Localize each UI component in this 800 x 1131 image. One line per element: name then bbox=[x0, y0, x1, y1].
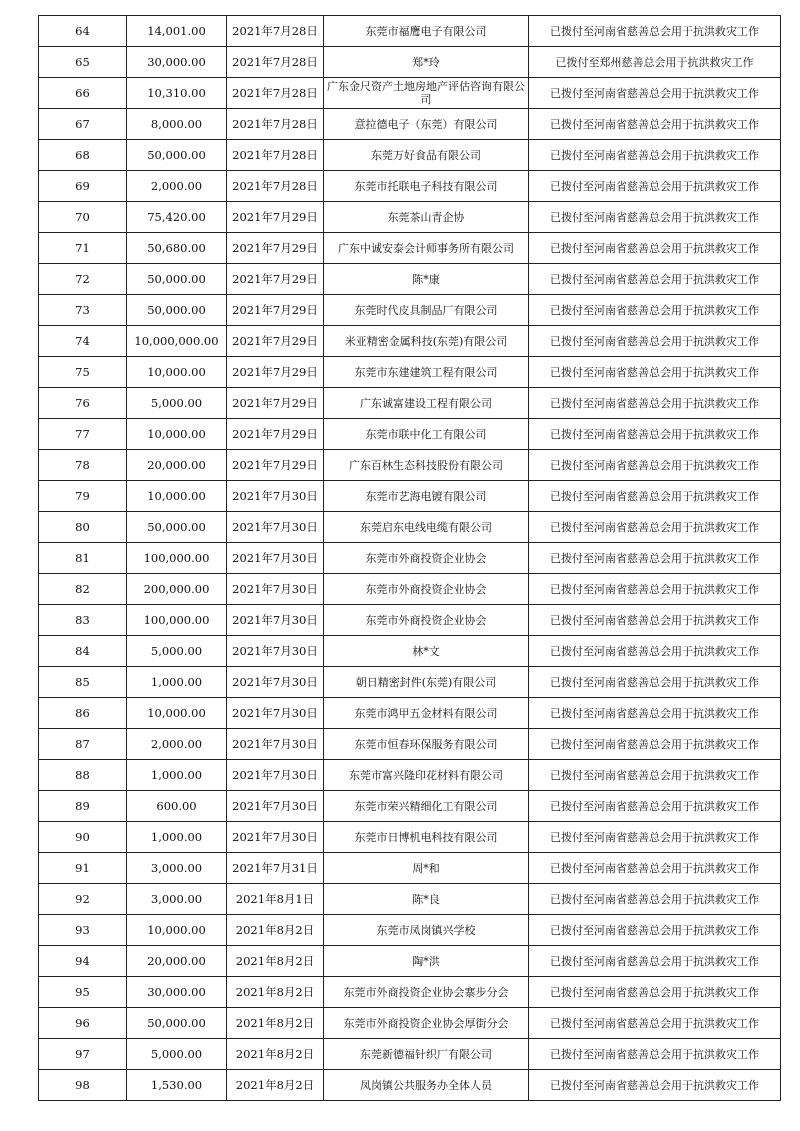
date-cell: 2021年7月29日 bbox=[227, 326, 324, 357]
donor-cell: 周*和 bbox=[324, 853, 529, 884]
purpose-cell: 已拨付至河南省慈善总会用于抗洪救灾工作 bbox=[529, 636, 781, 667]
table-row bbox=[39, 667, 781, 698]
purpose-cell: 已拨付至河南省慈善总会用于抗洪救灾工作 bbox=[529, 264, 781, 295]
date-cell: 2021年7月30日 bbox=[227, 822, 324, 853]
purpose-cell: 已拨付至河南省慈善总会用于抗洪救灾工作 bbox=[529, 388, 781, 419]
table-row bbox=[39, 729, 781, 760]
date-cell: 2021年8月2日 bbox=[227, 946, 324, 977]
donor-cell: 东莞时代皮具制品厂有限公司 bbox=[324, 295, 529, 326]
purpose-cell: 已拨付至河南省慈善总会用于抗洪救灾工作 bbox=[529, 419, 781, 450]
row-number-cell: 76 bbox=[39, 388, 127, 419]
table-row bbox=[39, 357, 781, 388]
row-number-cell: 72 bbox=[39, 264, 127, 295]
row-number-cell: 71 bbox=[39, 233, 127, 264]
amount-cell: 75,420.00 bbox=[127, 202, 227, 233]
donor-cell: 林*文 bbox=[324, 636, 529, 667]
donor-cell: 陶*洪 bbox=[324, 946, 529, 977]
row-number-cell: 66 bbox=[39, 78, 127, 109]
donor-cell: 东莞启东电线电缆有限公司 bbox=[324, 512, 529, 543]
amount-cell: 10,310.00 bbox=[127, 78, 227, 109]
amount-cell: 20,000.00 bbox=[127, 450, 227, 481]
date-cell: 2021年7月28日 bbox=[227, 78, 324, 109]
donor-cell: 东莞市外商投资企业协会 bbox=[324, 605, 529, 636]
amount-cell: 1,000.00 bbox=[127, 667, 227, 698]
row-number-cell: 65 bbox=[39, 47, 127, 78]
donor-cell: 广东百林生态科技股份有限公司 bbox=[324, 450, 529, 481]
donor-cell: 东莞市福鹰电子有限公司 bbox=[324, 16, 529, 47]
row-number-cell: 97 bbox=[39, 1039, 127, 1070]
donor-cell: 东莞市外商投资企业协会厚街分会 bbox=[324, 1008, 529, 1039]
date-cell: 2021年7月30日 bbox=[227, 512, 324, 543]
amount-cell: 100,000.00 bbox=[127, 605, 227, 636]
row-number-cell: 93 bbox=[39, 915, 127, 946]
amount-cell: 20,000.00 bbox=[127, 946, 227, 977]
purpose-cell: 已拨付至郑州慈善总会用于抗洪救灾工作 bbox=[529, 47, 781, 78]
donor-cell: 东莞市外商投资企业协会寨步分会 bbox=[324, 977, 529, 1008]
donation-table bbox=[38, 15, 781, 1101]
donor-cell: 东莞市鸿甲五金材料有限公司 bbox=[324, 698, 529, 729]
date-cell: 2021年7月30日 bbox=[227, 543, 324, 574]
date-cell: 2021年8月2日 bbox=[227, 1070, 324, 1101]
table-row bbox=[39, 636, 781, 667]
donor-cell: 东莞新德福针织厂有限公司 bbox=[324, 1039, 529, 1070]
purpose-cell: 已拨付至河南省慈善总会用于抗洪救灾工作 bbox=[529, 574, 781, 605]
table-row bbox=[39, 977, 781, 1008]
table-row bbox=[39, 171, 781, 202]
date-cell: 2021年7月30日 bbox=[227, 791, 324, 822]
table-row bbox=[39, 78, 781, 109]
table-row bbox=[39, 450, 781, 481]
date-cell: 2021年7月29日 bbox=[227, 233, 324, 264]
purpose-cell: 已拨付至河南省慈善总会用于抗洪救灾工作 bbox=[529, 1008, 781, 1039]
purpose-cell: 已拨付至河南省慈善总会用于抗洪救灾工作 bbox=[529, 605, 781, 636]
row-number-cell: 82 bbox=[39, 574, 127, 605]
amount-cell: 100,000.00 bbox=[127, 543, 227, 574]
table-row bbox=[39, 326, 781, 357]
date-cell: 2021年7月28日 bbox=[227, 16, 324, 47]
purpose-cell: 已拨付至河南省慈善总会用于抗洪救灾工作 bbox=[529, 729, 781, 760]
table-row bbox=[39, 574, 781, 605]
purpose-cell: 已拨付至河南省慈善总会用于抗洪救灾工作 bbox=[529, 140, 781, 171]
table-row bbox=[39, 16, 781, 47]
purpose-cell: 已拨付至河南省慈善总会用于抗洪救灾工作 bbox=[529, 171, 781, 202]
donor-cell: 东莞市日博机电科技有限公司 bbox=[324, 822, 529, 853]
purpose-cell: 已拨付至河南省慈善总会用于抗洪救灾工作 bbox=[529, 698, 781, 729]
date-cell: 2021年8月2日 bbox=[227, 977, 324, 1008]
table-row bbox=[39, 233, 781, 264]
donor-cell: 陈*良 bbox=[324, 884, 529, 915]
date-cell: 2021年7月29日 bbox=[227, 357, 324, 388]
table-row bbox=[39, 109, 781, 140]
date-cell: 2021年8月2日 bbox=[227, 1008, 324, 1039]
amount-cell: 8,000.00 bbox=[127, 109, 227, 140]
donor-cell: 东莞茶山青企协 bbox=[324, 202, 529, 233]
donor-cell: 东莞市托联电子科技有限公司 bbox=[324, 171, 529, 202]
purpose-cell: 已拨付至河南省慈善总会用于抗洪救灾工作 bbox=[529, 326, 781, 357]
amount-cell: 10,000.00 bbox=[127, 698, 227, 729]
row-number-cell: 88 bbox=[39, 760, 127, 791]
donor-cell: 东莞市外商投资企业协会 bbox=[324, 574, 529, 605]
row-number-cell: 86 bbox=[39, 698, 127, 729]
date-cell: 2021年7月30日 bbox=[227, 481, 324, 512]
purpose-cell: 已拨付至河南省慈善总会用于抗洪救灾工作 bbox=[529, 1039, 781, 1070]
purpose-cell: 已拨付至河南省慈善总会用于抗洪救灾工作 bbox=[529, 543, 781, 574]
row-number-cell: 73 bbox=[39, 295, 127, 326]
row-number-cell: 92 bbox=[39, 884, 127, 915]
table-row bbox=[39, 698, 781, 729]
table-row bbox=[39, 512, 781, 543]
date-cell: 2021年7月30日 bbox=[227, 698, 324, 729]
row-number-cell: 83 bbox=[39, 605, 127, 636]
amount-cell: 10,000.00 bbox=[127, 419, 227, 450]
purpose-cell: 已拨付至河南省慈善总会用于抗洪救灾工作 bbox=[529, 16, 781, 47]
purpose-cell: 已拨付至河南省慈善总会用于抗洪救灾工作 bbox=[529, 822, 781, 853]
row-number-cell: 96 bbox=[39, 1008, 127, 1039]
amount-cell: 5,000.00 bbox=[127, 636, 227, 667]
table-row bbox=[39, 884, 781, 915]
amount-cell: 10,000,000.00 bbox=[127, 326, 227, 357]
purpose-cell: 已拨付至河南省慈善总会用于抗洪救灾工作 bbox=[529, 481, 781, 512]
purpose-cell: 已拨付至河南省慈善总会用于抗洪救灾工作 bbox=[529, 915, 781, 946]
purpose-cell: 已拨付至河南省慈善总会用于抗洪救灾工作 bbox=[529, 78, 781, 109]
purpose-cell: 已拨付至河南省慈善总会用于抗洪救灾工作 bbox=[529, 357, 781, 388]
amount-cell: 50,000.00 bbox=[127, 512, 227, 543]
date-cell: 2021年7月28日 bbox=[227, 109, 324, 140]
purpose-cell: 已拨付至河南省慈善总会用于抗洪救灾工作 bbox=[529, 760, 781, 791]
row-number-cell: 75 bbox=[39, 357, 127, 388]
row-number-cell: 69 bbox=[39, 171, 127, 202]
row-number-cell: 80 bbox=[39, 512, 127, 543]
donor-cell: 凤岗镇公共服务办全体人员 bbox=[324, 1070, 529, 1101]
row-number-cell: 87 bbox=[39, 729, 127, 760]
row-number-cell: 98 bbox=[39, 1070, 127, 1101]
table-row bbox=[39, 543, 781, 574]
purpose-cell: 已拨付至河南省慈善总会用于抗洪救灾工作 bbox=[529, 450, 781, 481]
row-number-cell: 84 bbox=[39, 636, 127, 667]
amount-cell: 5,000.00 bbox=[127, 1039, 227, 1070]
amount-cell: 10,000.00 bbox=[127, 481, 227, 512]
amount-cell: 200,000.00 bbox=[127, 574, 227, 605]
donor-cell: 东莞万好食品有限公司 bbox=[324, 140, 529, 171]
date-cell: 2021年7月29日 bbox=[227, 419, 324, 450]
table-row bbox=[39, 47, 781, 78]
donor-cell: 东莞市富兴隆印花材料有限公司 bbox=[324, 760, 529, 791]
amount-cell: 3,000.00 bbox=[127, 853, 227, 884]
donor-cell: 意拉德电子（东莞）有限公司 bbox=[324, 109, 529, 140]
amount-cell: 10,000.00 bbox=[127, 915, 227, 946]
row-number-cell: 85 bbox=[39, 667, 127, 698]
table-row bbox=[39, 481, 781, 512]
purpose-cell: 已拨付至河南省慈善总会用于抗洪救灾工作 bbox=[529, 1070, 781, 1101]
donor-cell: 东莞市外商投资企业协会 bbox=[324, 543, 529, 574]
table-body bbox=[39, 16, 781, 1101]
row-number-cell: 68 bbox=[39, 140, 127, 171]
amount-cell: 10,000.00 bbox=[127, 357, 227, 388]
table-row bbox=[39, 760, 781, 791]
donor-cell: 广东金尺资产土地房地产评估咨询有限公司 bbox=[324, 78, 529, 109]
date-cell: 2021年7月30日 bbox=[227, 605, 324, 636]
table-row bbox=[39, 822, 781, 853]
amount-cell: 50,000.00 bbox=[127, 140, 227, 171]
purpose-cell: 已拨付至河南省慈善总会用于抗洪救灾工作 bbox=[529, 109, 781, 140]
table-row bbox=[39, 1070, 781, 1101]
donor-cell: 东莞市恒春环保服务有限公司 bbox=[324, 729, 529, 760]
donor-cell: 东莞市艺海电镀有限公司 bbox=[324, 481, 529, 512]
row-number-cell: 64 bbox=[39, 16, 127, 47]
table-row bbox=[39, 605, 781, 636]
table-row bbox=[39, 1039, 781, 1070]
donor-cell: 东莞市东建建筑工程有限公司 bbox=[324, 357, 529, 388]
purpose-cell: 已拨付至河南省慈善总会用于抗洪救灾工作 bbox=[529, 295, 781, 326]
amount-cell: 5,000.00 bbox=[127, 388, 227, 419]
row-number-cell: 90 bbox=[39, 822, 127, 853]
purpose-cell: 已拨付至河南省慈善总会用于抗洪救灾工作 bbox=[529, 884, 781, 915]
amount-cell: 3,000.00 bbox=[127, 884, 227, 915]
donor-cell: 郑*玲 bbox=[324, 47, 529, 78]
row-number-cell: 81 bbox=[39, 543, 127, 574]
amount-cell: 50,000.00 bbox=[127, 1008, 227, 1039]
row-number-cell: 70 bbox=[39, 202, 127, 233]
amount-cell: 1,530.00 bbox=[127, 1070, 227, 1101]
amount-cell: 1,000.00 bbox=[127, 760, 227, 791]
date-cell: 2021年8月1日 bbox=[227, 884, 324, 915]
table-row bbox=[39, 946, 781, 977]
row-number-cell: 77 bbox=[39, 419, 127, 450]
purpose-cell: 已拨付至河南省慈善总会用于抗洪救灾工作 bbox=[529, 202, 781, 233]
table-row bbox=[39, 295, 781, 326]
table-row bbox=[39, 140, 781, 171]
purpose-cell: 已拨付至河南省慈善总会用于抗洪救灾工作 bbox=[529, 512, 781, 543]
donor-cell: 陈*康 bbox=[324, 264, 529, 295]
date-cell: 2021年8月2日 bbox=[227, 915, 324, 946]
row-number-cell: 67 bbox=[39, 109, 127, 140]
table-row bbox=[39, 264, 781, 295]
donor-cell: 广东中诚安泰会计师事务所有限公司 bbox=[324, 233, 529, 264]
amount-cell: 1,000.00 bbox=[127, 822, 227, 853]
date-cell: 2021年7月29日 bbox=[227, 295, 324, 326]
purpose-cell: 已拨付至河南省慈善总会用于抗洪救灾工作 bbox=[529, 853, 781, 884]
row-number-cell: 94 bbox=[39, 946, 127, 977]
amount-cell: 2,000.00 bbox=[127, 729, 227, 760]
table-row bbox=[39, 915, 781, 946]
purpose-cell: 已拨付至河南省慈善总会用于抗洪救灾工作 bbox=[529, 946, 781, 977]
donor-cell: 东莞市凤岗镇兴学校 bbox=[324, 915, 529, 946]
amount-cell: 30,000.00 bbox=[127, 977, 227, 1008]
donor-cell: 东莞市荣兴精细化工有限公司 bbox=[324, 791, 529, 822]
date-cell: 2021年7月30日 bbox=[227, 574, 324, 605]
date-cell: 2021年7月30日 bbox=[227, 667, 324, 698]
amount-cell: 600.00 bbox=[127, 791, 227, 822]
date-cell: 2021年7月29日 bbox=[227, 264, 324, 295]
donor-cell: 广东诚富建设工程有限公司 bbox=[324, 388, 529, 419]
date-cell: 2021年7月30日 bbox=[227, 636, 324, 667]
purpose-cell: 已拨付至河南省慈善总会用于抗洪救灾工作 bbox=[529, 233, 781, 264]
donor-cell: 东莞市联中化工有限公司 bbox=[324, 419, 529, 450]
row-number-cell: 74 bbox=[39, 326, 127, 357]
amount-cell: 50,680.00 bbox=[127, 233, 227, 264]
amount-cell: 2,000.00 bbox=[127, 171, 227, 202]
date-cell: 2021年7月31日 bbox=[227, 853, 324, 884]
donor-cell: 米亚精密金属科技(东莞)有限公司 bbox=[324, 326, 529, 357]
row-number-cell: 89 bbox=[39, 791, 127, 822]
date-cell: 2021年7月29日 bbox=[227, 202, 324, 233]
date-cell: 2021年7月30日 bbox=[227, 760, 324, 791]
table-row bbox=[39, 419, 781, 450]
table-row bbox=[39, 853, 781, 884]
table-row bbox=[39, 791, 781, 822]
purpose-cell: 已拨付至河南省慈善总会用于抗洪救灾工作 bbox=[529, 667, 781, 698]
row-number-cell: 95 bbox=[39, 977, 127, 1008]
table-row bbox=[39, 1008, 781, 1039]
row-number-cell: 91 bbox=[39, 853, 127, 884]
amount-cell: 30,000.00 bbox=[127, 47, 227, 78]
date-cell: 2021年7月28日 bbox=[227, 140, 324, 171]
date-cell: 2021年7月28日 bbox=[227, 171, 324, 202]
row-number-cell: 79 bbox=[39, 481, 127, 512]
purpose-cell: 已拨付至河南省慈善总会用于抗洪救灾工作 bbox=[529, 977, 781, 1008]
date-cell: 2021年7月29日 bbox=[227, 450, 324, 481]
date-cell: 2021年8月2日 bbox=[227, 1039, 324, 1070]
date-cell: 2021年7月28日 bbox=[227, 47, 324, 78]
donor-cell: 朝日精密封件(东莞)有限公司 bbox=[324, 667, 529, 698]
amount-cell: 14,001.00 bbox=[127, 16, 227, 47]
date-cell: 2021年7月30日 bbox=[227, 729, 324, 760]
row-number-cell: 78 bbox=[39, 450, 127, 481]
date-cell: 2021年7月29日 bbox=[227, 388, 324, 419]
amount-cell: 50,000.00 bbox=[127, 264, 227, 295]
table-row bbox=[39, 202, 781, 233]
purpose-cell: 已拨付至河南省慈善总会用于抗洪救灾工作 bbox=[529, 791, 781, 822]
amount-cell: 50,000.00 bbox=[127, 295, 227, 326]
table-row bbox=[39, 388, 781, 419]
